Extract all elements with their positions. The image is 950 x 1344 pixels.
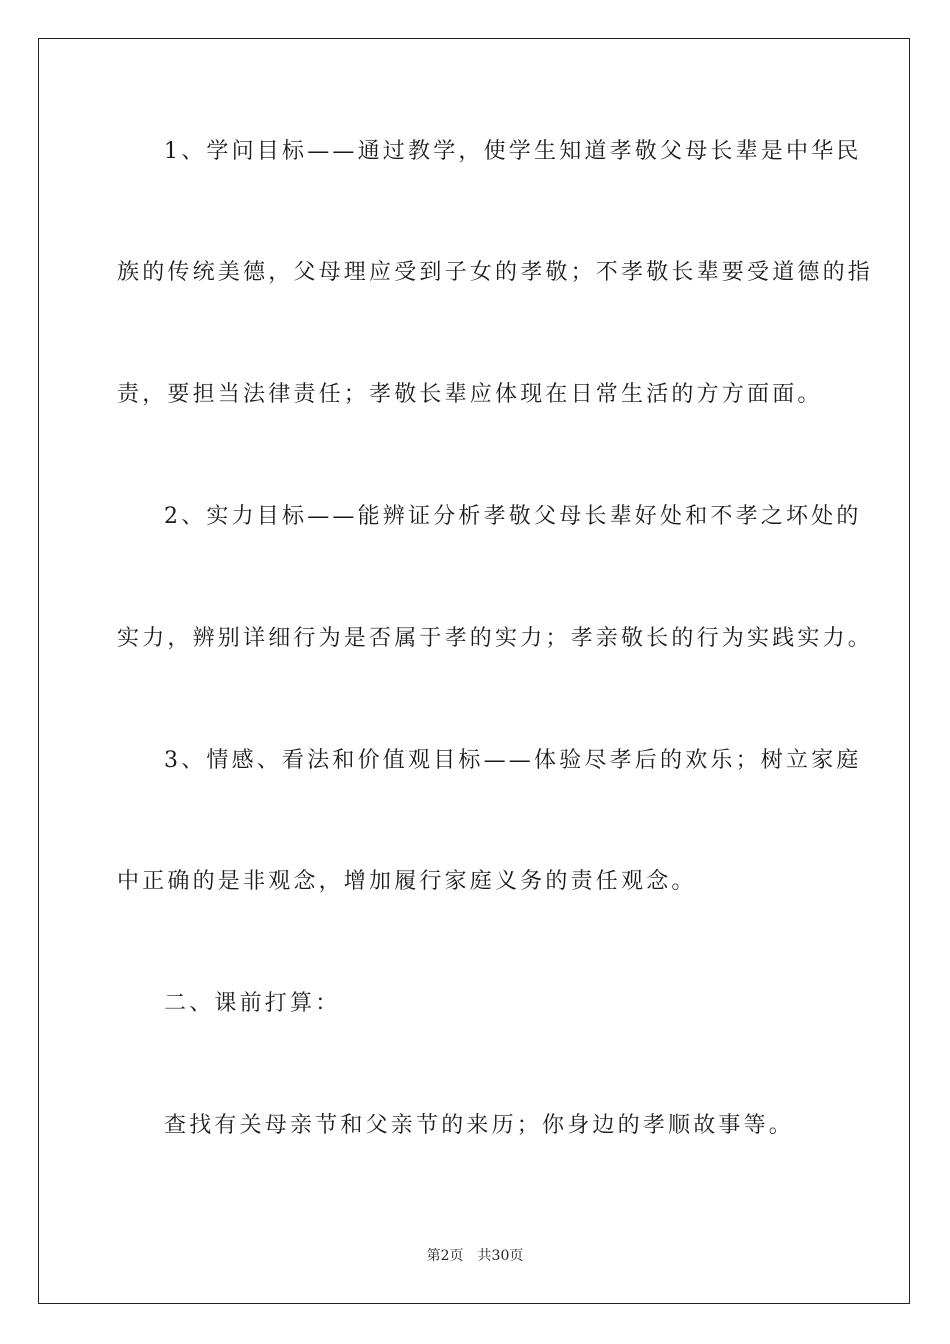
paragraph-2-line-2: 实力，辨别详细行为是否属于孝的实力；孝亲敬长的行为实践实力。 (117, 626, 874, 651)
paragraph-3-line-1: 3、情感、看法和价值观目标——体验尽孝后的欢乐；树立家庭 (164, 748, 862, 773)
paragraph-1-line-3: 责，要担当法律责任；孝敬长辈应体现在日常生活的方方面面。 (117, 382, 823, 407)
paragraph-1-line-1: 1、学问目标——通过教学，使学生知道孝敬父母长辈是中华民 (164, 139, 862, 164)
paragraph-3-line-2: 中正确的是非观念，增加履行家庭义务的责任观念。 (117, 869, 697, 894)
paragraph-2-line-1: 2、实力目标——能辨证分析孝敬父母长辈好处和不孝之坏处的 (164, 504, 862, 529)
page-number-footer: 第2页 共30页 (426, 1248, 524, 1264)
section-heading: 二、课前打算： (164, 991, 341, 1016)
paragraph-4-line-1: 查找有关母亲节和父亲节的来历；你身边的孝顺故事等。 (164, 1113, 795, 1138)
paragraph-1-line-2: 族的传统美德，父母理应受到子女的孝敬；不孝敬长辈要受道德的指 (117, 260, 874, 285)
